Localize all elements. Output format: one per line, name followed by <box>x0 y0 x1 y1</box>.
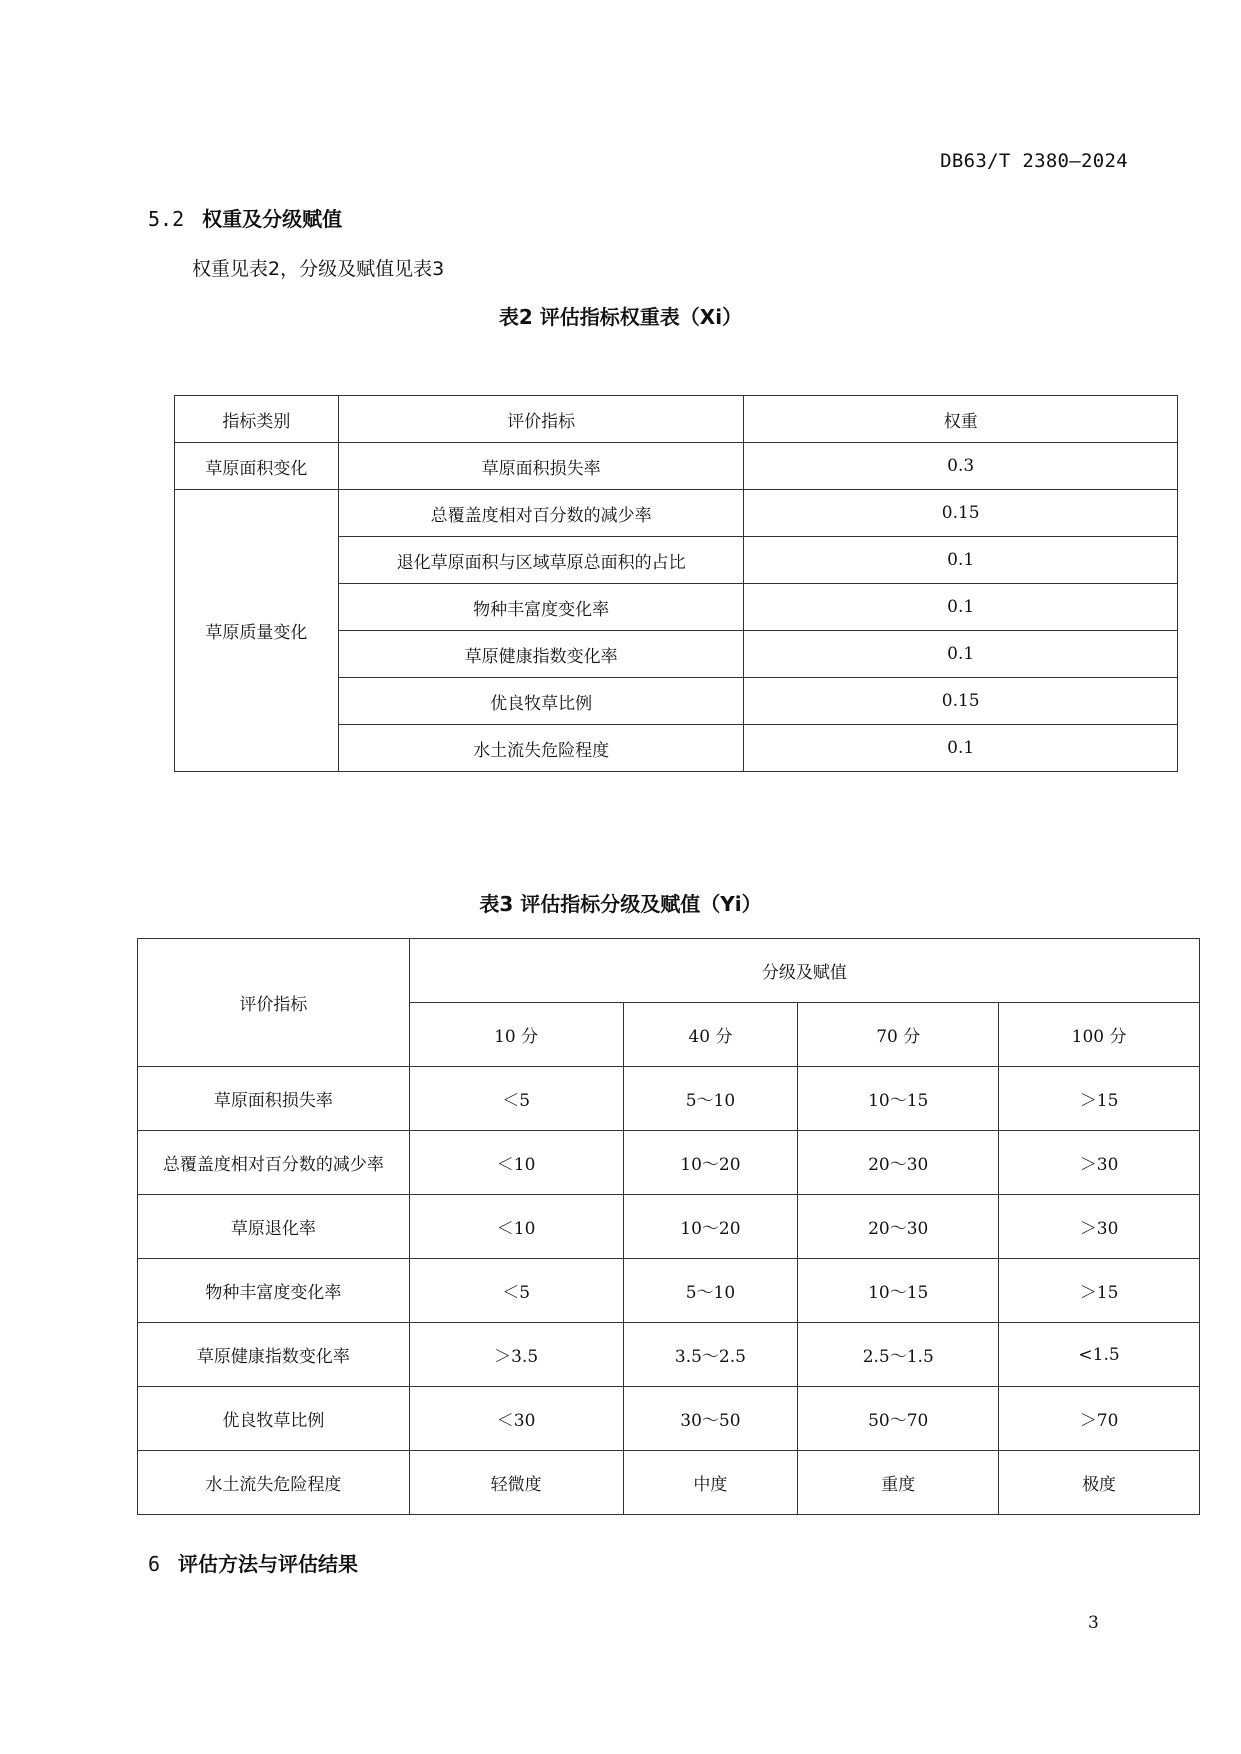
value-cell: 2.5～1.5 <box>798 1323 999 1387</box>
grade-cell: 40 分 <box>623 1003 798 1067</box>
indicator-cell: 草原健康指数变化率 <box>138 1323 410 1387</box>
weight-cell: 0.1 <box>744 725 1178 772</box>
table-row <box>138 1451 1200 1515</box>
table-row <box>138 1259 1200 1323</box>
value-cell: ＜5 <box>409 1067 623 1131</box>
value-cell: 20～30 <box>798 1131 999 1195</box>
value-cell: 50～70 <box>798 1387 999 1451</box>
table-row <box>138 1067 1200 1131</box>
indicator-cell: 物种丰富度变化率 <box>338 584 744 631</box>
indicator-cell: 退化草原面积与区域草原总面积的占比 <box>338 537 744 584</box>
value-cell: ＞70 <box>999 1387 1200 1451</box>
page-number: 3 <box>1088 1613 1099 1633</box>
value-cell: 10～15 <box>798 1067 999 1131</box>
indicator-cell: 优良牧草比例 <box>138 1387 410 1451</box>
table3-caption: 表3 评估指标分级及赋值（Yi） <box>479 892 762 916</box>
header-cell: 指标类别 <box>175 396 339 443</box>
table-row <box>175 490 1178 537</box>
value-cell: ＞30 <box>999 1131 1200 1195</box>
value-cell: 5～10 <box>623 1067 798 1131</box>
value-cell: ＞15 <box>999 1067 1200 1131</box>
header-cell: 评价指标 <box>338 396 744 443</box>
indicator-cell: 草原面积损失率 <box>138 1067 410 1131</box>
value-cell: ＞15 <box>999 1259 1200 1323</box>
category-cell: 草原质量变化 <box>175 490 339 772</box>
weight-cell: 0.3 <box>744 443 1178 490</box>
value-cell: 中度 <box>623 1451 798 1515</box>
table-row <box>138 1195 1200 1259</box>
value-cell: 10～20 <box>623 1131 798 1195</box>
value-cell: 重度 <box>798 1451 999 1515</box>
indicator-cell: 总覆盖度相对百分数的减少率 <box>138 1131 410 1195</box>
value-cell: 5～10 <box>623 1259 798 1323</box>
header-cell-indicator: 评价指标 <box>138 939 410 1067</box>
header-cell-grade: 分级及赋值 <box>409 939 1199 1003</box>
indicator-cell: 水土流失危险程度 <box>338 725 744 772</box>
section-title: 评估方法与评估结果 <box>178 1552 359 1576</box>
section-title: 权重及分级赋值 <box>202 207 343 231</box>
table-row <box>138 1323 1200 1387</box>
section-5-2-paragraph: 权重见表2，分级及赋值见表3 <box>192 258 445 280</box>
indicator-cell: 草原面积损失率 <box>338 443 744 490</box>
table-row <box>138 1387 1200 1451</box>
weight-cell: 0.1 <box>744 537 1178 584</box>
grade-cell: 10 分 <box>409 1003 623 1067</box>
section-5-2-heading <box>148 203 342 232</box>
indicator-cell: 草原退化率 <box>138 1195 410 1259</box>
value-cell: 20～30 <box>798 1195 999 1259</box>
indicator-cell: 物种丰富度变化率 <box>138 1259 410 1323</box>
grade-cell: 100 分 <box>999 1003 1200 1067</box>
grading-table <box>137 938 1200 1515</box>
value-cell: ＜10 <box>409 1195 623 1259</box>
weight-table <box>174 395 1178 772</box>
section-number: 5.2 <box>148 207 185 231</box>
section-number: 6 <box>148 1552 161 1576</box>
value-cell: <1.5 <box>999 1323 1200 1387</box>
table-header-row <box>138 939 1200 1003</box>
value-cell: ＜5 <box>409 1259 623 1323</box>
value-cell: 30～50 <box>623 1387 798 1451</box>
indicator-cell: 优良牧草比例 <box>338 678 744 725</box>
indicator-cell: 草原健康指数变化率 <box>338 631 744 678</box>
weight-cell: 0.1 <box>744 584 1178 631</box>
value-cell: 极度 <box>999 1451 1200 1515</box>
weight-cell: 0.15 <box>744 490 1178 537</box>
indicator-cell: 水土流失危险程度 <box>138 1451 410 1515</box>
value-cell: ＜30 <box>409 1387 623 1451</box>
value-cell: ＞3.5 <box>409 1323 623 1387</box>
category-cell: 草原面积变化 <box>175 443 339 490</box>
value-cell: 3.5～2.5 <box>623 1323 798 1387</box>
value-cell: 10～20 <box>623 1195 798 1259</box>
table-row <box>175 443 1178 490</box>
value-cell: ＜10 <box>409 1131 623 1195</box>
grade-cell: 70 分 <box>798 1003 999 1067</box>
table-header-row <box>175 396 1178 443</box>
indicator-cell: 总覆盖度相对百分数的减少率 <box>338 490 744 537</box>
table-row <box>138 1131 1200 1195</box>
weight-cell: 0.15 <box>744 678 1178 725</box>
value-cell: 10～15 <box>798 1259 999 1323</box>
weight-cell: 0.1 <box>744 631 1178 678</box>
value-cell: 轻微度 <box>409 1451 623 1515</box>
value-cell: ＞30 <box>999 1195 1200 1259</box>
section-6-heading <box>148 1548 358 1577</box>
standard-code: DB63/T 2380—2024 <box>940 150 1128 172</box>
table2-caption: 表2 评估指标权重表（Xi） <box>498 305 743 329</box>
header-cell: 权重 <box>744 396 1178 443</box>
